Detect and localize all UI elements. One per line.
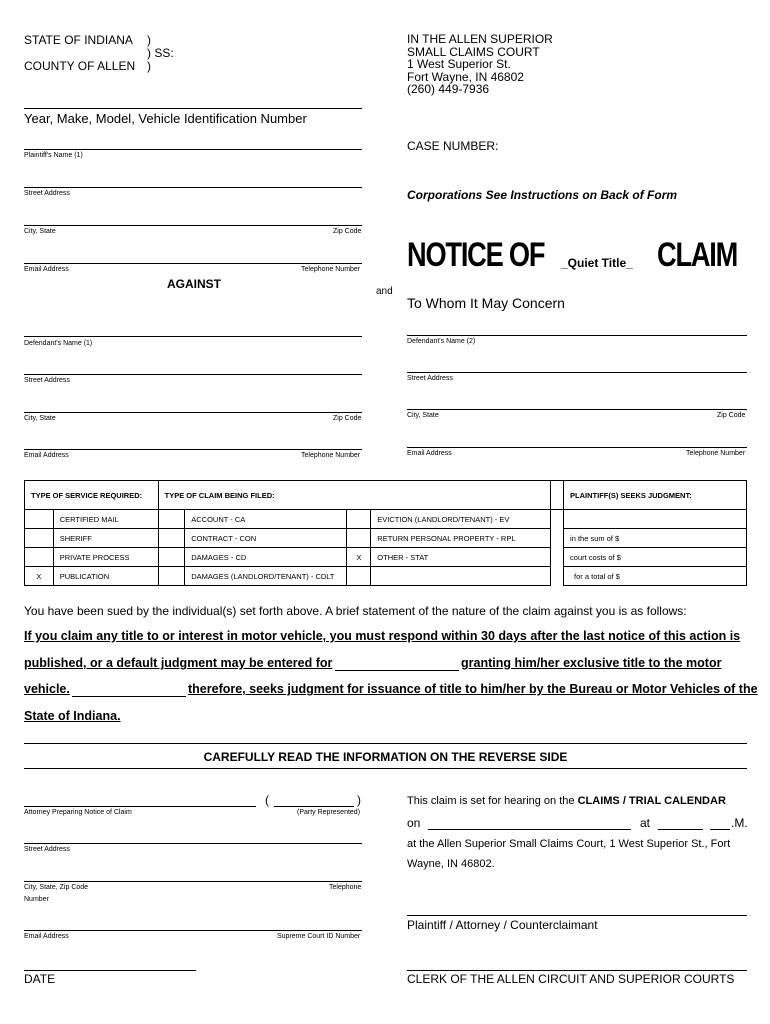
reverse-side-notice: CAREFULLY READ THE INFORMATION ON THE REVERSE SIDE [24, 743, 747, 769]
judgment-party-blank[interactable] [335, 670, 459, 671]
ss-label: ) SS: [147, 46, 174, 60]
claim-label: RETURN PERSONAL PROPERTY - RPL [371, 529, 551, 548]
defendant1-zip-caption: Zip Code [333, 415, 362, 422]
claim-line-1: If you claim any title to or interest in motor vehicle, you must respond within 30 days after the last notice of this action is [24, 629, 741, 643]
hearing-on-label: on [407, 816, 421, 830]
plaintiff-street-caption: Street Address [24, 190, 70, 197]
row-gap [551, 548, 564, 567]
court-address [407, 33, 553, 96]
defendant1-city-caption: City, State [24, 415, 56, 422]
claim-line-4: State of Indiana. [24, 709, 121, 723]
attorney-number-caption: Number [24, 896, 49, 903]
defendant2-street-line[interactable] [407, 372, 747, 373]
defendant1-name-line[interactable] [24, 336, 362, 337]
service-claim-table [24, 480, 747, 586]
notice-prefix: NOTICE OF [407, 236, 545, 274]
claim-line-3b: therefore, seeks judgment for issuance of title to him/her by the Bureau or Motor Vehicles of the [188, 682, 758, 696]
court-phone: (260) 449-7936 [407, 82, 490, 96]
plaintiff-street-line[interactable] [24, 187, 362, 188]
claim-label: DAMAGES (LANDLORD/TENANT) - CDLT [185, 567, 347, 586]
plaintiff-zip-caption: Zip Code [333, 228, 362, 235]
attorney-caption: Attorney Preparing Notice of Claim [24, 809, 132, 816]
attorney-city-line[interactable] [24, 881, 362, 882]
service-label: PUBLICATION [53, 567, 158, 586]
claim-line-2a: published, or a default judgment may be entered for [24, 656, 333, 670]
attorney-phone-caption: Telephone [329, 884, 362, 891]
claim-line-2b: granting him/her exclusive title to the motor [461, 656, 722, 670]
plaintiff-city-line[interactable] [24, 225, 362, 226]
party-paren-close: ) [357, 793, 361, 807]
plaintiff-name-caption: Plaintiff's Name (1) [24, 152, 83, 159]
defendant2-phone-caption: Telephone Number [686, 450, 746, 457]
county-label: COUNTY OF ALLEN [24, 59, 136, 73]
vehicle-field-line[interactable] [24, 108, 362, 109]
attorney-email-line[interactable] [24, 930, 362, 931]
defendant2-name-caption: Defendant's Name (2) [407, 338, 476, 345]
defendant2-city-caption: City, State [407, 412, 439, 419]
row-gap [551, 510, 564, 529]
clerk-line[interactable] [407, 970, 747, 971]
judgment-cell[interactable] [564, 510, 747, 529]
service-checkbox[interactable] [25, 529, 54, 548]
hearing-at-label: at [640, 816, 651, 830]
attorney-line[interactable] [24, 806, 256, 807]
hearing-m-label: .M. [731, 816, 748, 830]
judgment-header: PLAINTIFF(S) SEEKS JUDGMENT: [564, 481, 747, 510]
defendant2-email-caption: Email Address [407, 450, 452, 457]
party-caption: (Party Represented) [297, 809, 361, 816]
defendant2-name-line[interactable] [407, 335, 747, 336]
service-label: CERTIFIED MAIL [53, 510, 158, 529]
date-line[interactable] [24, 970, 196, 971]
attorney-street-line[interactable] [24, 843, 362, 844]
defendant1-email-line[interactable] [24, 449, 362, 450]
claim-label: DAMAGES - CD [185, 548, 347, 567]
party-paren-open: ( [265, 793, 269, 807]
claim-checkbox[interactable] [158, 567, 185, 586]
defendant1-email-caption: Email Address [24, 452, 69, 459]
plaintiff-email-caption: Email Address [24, 266, 69, 273]
row-gap [551, 567, 564, 586]
court-city: Fort Wayne, IN 46802 [407, 69, 524, 84]
table-row [25, 510, 747, 529]
claim-checkbox[interactable] [347, 567, 371, 586]
notice-suffix: CLAIM [657, 236, 738, 274]
judgment-cell[interactable]: in the sum of $ [564, 529, 747, 548]
plaintiff-email-line[interactable] [24, 263, 362, 264]
table-row [25, 529, 747, 548]
case-number-label: CASE NUMBER: [407, 139, 499, 153]
against-label: AGAINST [167, 277, 221, 291]
claim-label: ACCOUNT - CA [185, 510, 347, 529]
signer-line[interactable] [407, 915, 747, 916]
table-header-row [25, 481, 747, 510]
defendant2-zip-caption: Zip Code [717, 412, 746, 419]
defendant2-email-line[interactable] [407, 447, 747, 448]
defendant1-city-line[interactable] [24, 412, 362, 413]
judgment-cell[interactable]: court costs of $ [564, 548, 747, 567]
plaintiff-name-blank[interactable] [72, 696, 186, 697]
hearing-date-line[interactable] [428, 829, 631, 830]
claim-label: OTHER - STAT [371, 548, 551, 567]
table-row [25, 548, 747, 567]
table-row [25, 567, 747, 586]
claim-checkbox[interactable] [347, 529, 371, 548]
notice-title [407, 236, 579, 275]
claim-checkbox[interactable] [158, 529, 185, 548]
defendant2-city-line[interactable] [407, 409, 747, 410]
claim-checkbox[interactable] [158, 510, 185, 529]
claim-type[interactable]: _Quiet Title_ [561, 256, 633, 270]
and-label: and [376, 286, 393, 297]
hearing-location-2: Wayne, IN 46802. [407, 858, 495, 870]
service-label: PRIVATE PROCESS [53, 548, 158, 567]
claim-checkbox[interactable] [347, 510, 371, 529]
vehicle-field-label: Year, Make, Model, Vehicle Identification Number [24, 111, 307, 126]
date-label: DATE [24, 972, 56, 986]
claim-checkbox[interactable] [158, 548, 185, 567]
hearing-intro [407, 795, 726, 807]
defendant2-street-caption: Street Address [407, 375, 453, 382]
row-gap [551, 529, 564, 548]
hearing-ampm-line[interactable] [710, 829, 730, 830]
court-street: 1 West Superior St. [407, 57, 511, 71]
attorney-email-caption: Email Address [24, 933, 69, 940]
supreme-court-caption: Supreme Court ID Number [277, 933, 361, 940]
court-name-line2: SMALL CLAIMS COURT [407, 44, 540, 59]
service-header: TYPE OF SERVICE REQUIRED: [25, 481, 159, 510]
plaintiff-phone-caption: Telephone Number [301, 266, 361, 273]
header-gap [551, 481, 564, 510]
plaintiff-name-line[interactable] [24, 149, 362, 150]
defendant1-street-line[interactable] [24, 374, 362, 375]
paren-1: ) [147, 33, 151, 47]
attorney-street-caption: Street Address [24, 846, 70, 853]
party-line[interactable] [274, 806, 354, 807]
claim-line-3a: vehicle. [24, 682, 70, 696]
hearing-time-line[interactable] [658, 829, 703, 830]
claim-checkbox[interactable]: X [347, 548, 371, 567]
defendant1-phone-caption: Telephone Number [301, 452, 361, 459]
statement-intro: You have been sued by the individual(s) set forth above. A brief statement of the nature of the claim against you is as follows: [24, 604, 687, 618]
hearing-calendar: CLAIMS / TRIAL CALENDAR [577, 795, 726, 807]
court-name-line1: IN THE ALLEN SUPERIOR [407, 32, 553, 46]
claim-label [371, 567, 551, 586]
hearing-intro-text: This claim is set for hearing on the [407, 795, 575, 807]
service-label: SHERIFF [53, 529, 158, 548]
claim-label: CONTRACT - CON [185, 529, 347, 548]
attorney-city-caption: City, State, Zip Code [24, 884, 89, 891]
claim-label: EVICTION (LANDLORD/TENANT) - EV [371, 510, 551, 529]
plaintiff-city-caption: City, State [24, 228, 56, 235]
service-checkbox[interactable] [25, 510, 54, 529]
signer-caption: Plaintiff / Attorney / Counterclaimant [407, 918, 598, 932]
defendant1-name-caption: Defendant's Name (1) [24, 340, 93, 347]
paren-3: ) [147, 59, 151, 73]
hearing-location-1: at the Allen Superior Small Claims Court, 1 West Superior St., Fort [407, 838, 731, 850]
defendant1-street-caption: Street Address [24, 377, 70, 384]
claim-header: TYPE OF CLAIM BEING FILED: [158, 481, 550, 510]
service-checkbox[interactable] [25, 548, 54, 567]
judgment-cell[interactable]: for a total of $ [564, 567, 747, 586]
corporations-note: Corporations See Instructions on Back of Form [407, 188, 678, 202]
to-whom-label: To Whom It May Concern [407, 295, 565, 311]
state-label: STATE OF INDIANA [24, 33, 133, 47]
clerk-caption: CLERK OF THE ALLEN CIRCUIT AND SUPERIOR COURTS [407, 972, 735, 986]
service-checkbox[interactable]: X [25, 567, 54, 586]
